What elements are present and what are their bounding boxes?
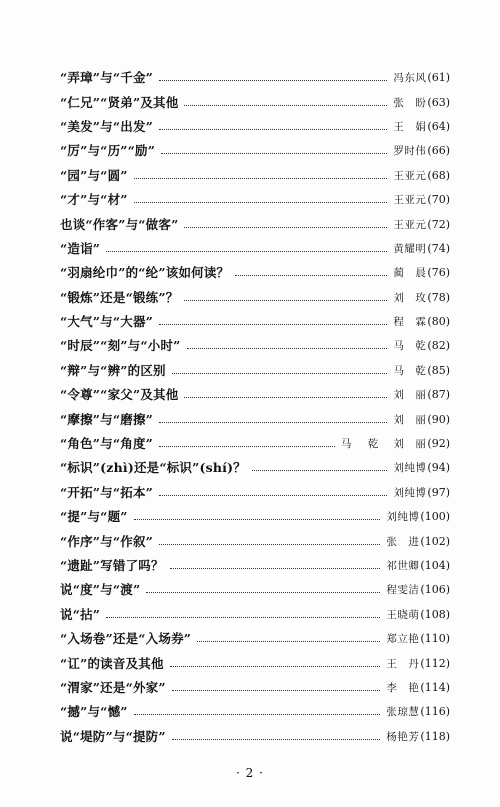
toc-entry-title: “标识”(zhì)还是“标识”(shí)？ <box>60 460 246 476</box>
toc-entry-page: (94) <box>427 461 450 475</box>
toc-entry-title: “仁兄”“贤弟”及其他 <box>60 94 179 110</box>
toc-entry-page: (66) <box>427 144 450 158</box>
toc-entry-title: 说“拈” <box>60 606 101 622</box>
leader-dots <box>159 494 387 496</box>
toc-entry-title: “渭家”还是“外家” <box>60 679 166 695</box>
leader-dots <box>172 738 381 740</box>
toc-entry-author: 王 娟 <box>393 120 427 133</box>
leader-dots <box>159 445 335 447</box>
toc-entry-title: “讧”的读音及其他 <box>60 655 164 671</box>
toc-entry <box>60 627 450 651</box>
toc-entry <box>60 603 450 627</box>
toc-entry-title: 说“堤防”与“提防” <box>60 728 166 744</box>
toc-entry-author: 刘 丽 <box>393 389 427 402</box>
toc-entry <box>60 359 450 383</box>
toc-entry <box>60 456 450 480</box>
toc-entry-page: (63) <box>427 95 450 109</box>
toc-entry <box>60 139 450 163</box>
toc-entry-page: (100) <box>420 510 450 524</box>
toc-entry-page: (97) <box>427 485 450 499</box>
toc-entry-page: (78) <box>427 290 450 304</box>
toc-entry-author: 王亚元 <box>393 218 427 231</box>
toc-entry-page: (61) <box>427 71 450 85</box>
leader-dots <box>184 226 387 228</box>
toc-entry <box>60 676 450 700</box>
toc-entry-author: 王 丹 <box>386 657 420 670</box>
toc-entry <box>60 115 450 139</box>
leader-dots <box>197 640 380 642</box>
toc-entry <box>60 432 450 456</box>
toc-entry-coauthor: 马 乾 <box>340 438 382 451</box>
toc-entry-author: 李 艳 <box>386 681 420 694</box>
leader-dots <box>159 323 387 325</box>
toc-entry-title: “撼”与“憾” <box>60 704 128 720</box>
toc-entry-author: 祁世卿 <box>386 560 420 572</box>
leader-dots <box>187 347 388 349</box>
toc-entry-page: (116) <box>420 705 450 719</box>
toc-entry <box>60 212 450 236</box>
leader-dots <box>172 372 388 374</box>
toc-entry-author: 马 乾 <box>393 340 427 353</box>
toc-entry-page: (85) <box>427 363 450 377</box>
leader-dots <box>159 543 380 545</box>
leader-dots <box>252 469 387 471</box>
leader-dots <box>146 591 380 593</box>
toc-entry-author: 刘纯博 <box>386 511 420 524</box>
toc-entry-page: (87) <box>427 388 450 402</box>
toc-entry-page: (68) <box>427 168 450 182</box>
toc-entry <box>60 651 450 675</box>
leader-dots <box>184 396 387 398</box>
toc-entry-author: 王晓萌 <box>386 608 420 621</box>
toc-entry-author: 杨艳芳 <box>386 730 420 743</box>
toc-entry-author: 马 乾 <box>393 364 427 377</box>
toc-entry-title: “角色”与“角度” <box>60 436 154 452</box>
toc-entry-title: “令尊”“家父”及其他 <box>60 387 179 403</box>
toc-entry-title: “提”与“题” <box>60 509 128 525</box>
toc-entry-author: 张琼慧 <box>386 706 420 719</box>
toc-entry-title: “园”与“圆” <box>60 167 128 183</box>
leader-dots <box>134 177 388 179</box>
leader-dots <box>134 201 388 203</box>
toc-entry-author: 程雯洁 <box>386 584 420 597</box>
toc-entry <box>60 310 450 334</box>
leader-dots <box>170 665 381 667</box>
toc-entry <box>60 725 450 749</box>
leader-dots <box>170 567 381 569</box>
toc-entry <box>60 188 450 212</box>
leader-dots <box>161 152 387 154</box>
leader-dots <box>134 713 381 715</box>
leader-dots <box>106 616 380 618</box>
toc-entry-author: 黄耀明 <box>393 242 427 255</box>
table-of-contents <box>60 66 450 749</box>
toc-entry-author: 郑立艳 <box>386 633 420 646</box>
toc-entry <box>60 407 450 431</box>
toc-entry <box>60 286 450 310</box>
toc-entry <box>60 529 450 553</box>
toc-entry-page: (104) <box>420 559 450 572</box>
toc-entry-page: (70) <box>427 193 450 207</box>
toc-entry-author: 刘纯博 <box>393 462 427 475</box>
toc-entry-page: (76) <box>427 266 450 280</box>
toc-entry-title: “时辰”“刻”与“小时” <box>60 338 181 354</box>
toc-entry-title: “遗趾”写错了吗？ <box>60 558 164 573</box>
toc-entry-author: 刘 丽 <box>393 413 427 426</box>
page-number: · 2 · <box>236 766 264 780</box>
toc-entry-page: (112) <box>420 656 450 670</box>
toc-entry-title: “弄璋”与“千金” <box>60 70 154 86</box>
toc-entry <box>60 578 450 602</box>
toc-entry-page: (114) <box>420 680 450 694</box>
toc-entry <box>60 261 450 285</box>
leader-dots <box>172 689 381 691</box>
toc-entry-page: (82) <box>427 339 450 353</box>
toc-entry-author: 王亚元 <box>393 169 427 182</box>
toc-entry-title: “才”与“材” <box>60 192 128 208</box>
leader-dots <box>106 250 387 252</box>
toc-entry-title: “厉”与“历”“励” <box>60 143 156 159</box>
toc-entry-page: (110) <box>420 632 450 646</box>
leader-dots <box>159 79 387 81</box>
toc-entry-page: (90) <box>427 412 450 426</box>
toc-entry <box>60 164 450 188</box>
leader-dots <box>159 421 387 423</box>
toc-entry-title: “大气”与“大器” <box>60 314 154 330</box>
toc-entry <box>60 383 450 407</box>
toc-entry <box>60 505 450 529</box>
toc-entry-author: 王亚元 <box>393 194 427 207</box>
toc-entry-author: 冯东风 <box>393 72 427 85</box>
leader-dots <box>159 128 387 130</box>
toc-entry-page: (118) <box>420 729 450 743</box>
toc-entry-author: 刘纯博 <box>393 486 427 499</box>
toc-entry-page: (106) <box>420 583 450 597</box>
toc-entry-author: 张 进 <box>386 535 420 548</box>
toc-entry-title: “开拓”与“拓本” <box>60 484 154 500</box>
toc-entry-page: (80) <box>427 315 450 329</box>
toc-entry-page: (74) <box>427 241 450 255</box>
toc-entry-page: (108) <box>420 607 450 621</box>
toc-entry-page: (64) <box>427 119 450 133</box>
toc-entry-title: “作序”与“作叙” <box>60 533 154 549</box>
toc-entry-page: (72) <box>427 217 450 231</box>
leader-dots <box>134 518 381 520</box>
toc-entry <box>60 481 450 505</box>
toc-entry-title: “辩”与“辨”的区别 <box>60 362 166 378</box>
toc-entry-title: “美发”与“出发” <box>60 118 154 134</box>
toc-entry-author: 张 盼 <box>393 96 427 109</box>
toc-entry-page: (92) <box>427 437 450 451</box>
toc-entry-author: 刘 丽 <box>393 438 427 451</box>
toc-entry <box>60 700 450 724</box>
toc-entry-title: “摩擦”与“磨擦” <box>60 411 154 427</box>
toc-entry-author: 刘 玫 <box>393 291 427 304</box>
leader-dots <box>184 299 387 301</box>
toc-entry <box>60 334 450 358</box>
toc-entry-author: 罗时伟 <box>393 145 427 158</box>
leader-dots <box>235 274 387 276</box>
toc-entry <box>60 554 450 578</box>
toc-entry-title: 说“度”与“渡” <box>60 582 141 598</box>
toc-entry-title: “入场卷”还是“入场券” <box>60 631 192 647</box>
toc-entry-page: (102) <box>420 534 450 548</box>
toc-entry <box>60 66 450 90</box>
leader-dots <box>184 104 387 106</box>
toc-entry-title: “锻炼”还是“锻练”？ <box>60 289 179 305</box>
toc-entry-author: 程 霖 <box>393 316 427 329</box>
toc-entry <box>60 237 450 261</box>
toc-entry-author: 蔺 晨 <box>393 267 427 280</box>
toc-entry <box>60 90 450 114</box>
toc-entry-title: “造诣” <box>60 240 101 256</box>
toc-entry-title: “羽扇纶巾”的“纶”该如何读？ <box>60 265 230 281</box>
toc-entry-title: 也谈“作客”与“做客” <box>60 216 179 232</box>
